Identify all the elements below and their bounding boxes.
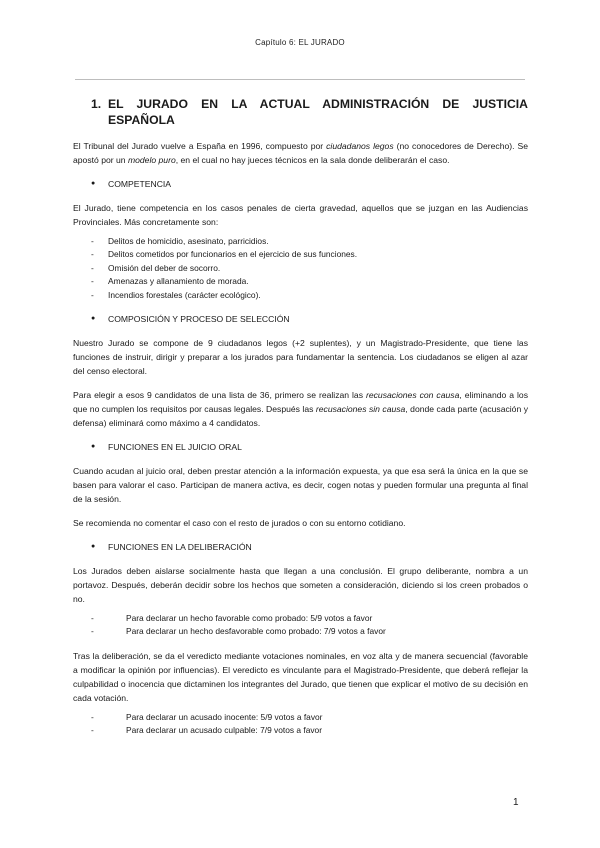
heading-deliberacion-text: FUNCIONES EN LA DELIBERACIÓN	[108, 542, 252, 553]
bullet-icon: ●	[91, 315, 96, 323]
hechos-votes-list	[73, 612, 528, 639]
bullet-icon: ●	[91, 443, 96, 451]
intro-text-c: (no conocedores de Derecho). Se apostó por un	[73, 141, 528, 165]
heading-competencia-text: COMPETENCIA	[108, 179, 172, 189]
list-item: - Para declarar un acusado inocente: 5/9 votos a favor	[73, 711, 528, 724]
document-body	[73, 96, 528, 748]
heading-competencia	[91, 177, 528, 191]
list-item-text: Delitos de homicidio, asesinato, parricidios.	[108, 236, 269, 246]
deliberacion-paragraph-2: Tras la deliberación, se da el veredicto mediante votaciones nominales, en voz alta y de manera secuencial (favorable a modificar la opinión por influencias). El veredicto es vinculante para el Magistrado-Presidente, que deberá reflejar la culpabilidad o inocencia que dictaminen los integrantes del Jurado, que tienen que explicar el motivo de su decisión en cada votación.	[73, 650, 528, 703]
competencia-paragraph: El Jurado, tiene competencia en los casos penales de cierta gravedad, aquellos que se juzgan en las Audiencias Provinciales. Más concretamente son:	[73, 203, 528, 227]
deliberacion-paragraph-1: Los Jurados deben aislarse socialmente hasta que llegan a una conclusión. El grupo deliberante, nombra a un portavoz. Después, deberán decidir sobre los hechos que someten a consideración, diciendo si los creen probados o no.	[73, 566, 528, 605]
list-item-text: Para declarar un hecho desfavorable como probado: 7/9 votos a favor	[126, 626, 386, 637]
list-item-text: Amenazas y allanamiento de morada.	[108, 276, 249, 287]
composicion-text-a: Para elegir a esos 9 candidatos de una lista de 36, primero se realizan las	[73, 390, 366, 401]
intro-text-e: , en el cual no hay jueces técnicos en la sala donde deliberarán el caso.	[175, 155, 450, 165]
page-header: Capítulo 6: EL JURADO	[255, 38, 345, 47]
heading-juicio-oral-text: FUNCIONES EN EL JUICIO ORAL	[108, 442, 242, 453]
composicion-text-e: , donde cada parte (acusación y defensa) eliminará como máximo a 4 candidatos.	[73, 404, 528, 429]
veredicto-votes-list	[73, 711, 528, 738]
juicio-oral-paragraph-2: Se recomienda no comentar el caso con el resto de jurados o con su entorno cotidiano.	[73, 518, 406, 529]
list-item-text: Para declarar un acusado inocente: 5/9 votos a favor	[126, 711, 323, 722]
emphasis-recusaciones-sin-causa: recusaciones sin causa	[315, 404, 406, 415]
intro-paragraph	[73, 139, 528, 167]
list-item: - Para declarar un acusado culpable: 7/9 votos a favor	[73, 724, 528, 737]
composicion-text-c: , eliminando a los que no cumplen los requisitos por causas legales. Después las	[73, 390, 528, 415]
list-item: - Omisión del deber de socorro.	[73, 262, 528, 275]
heading-juicio-oral	[91, 440, 528, 454]
section-number: 1.	[91, 97, 102, 111]
heading-deliberacion	[91, 540, 528, 554]
list-item: - Amenazas y allanamiento de morada.	[73, 275, 528, 288]
emphasis-recusaciones-con-causa: recusaciones con causa	[365, 390, 460, 401]
section-title-text: EL JURADO EN LA ACTUAL ADMINISTRACIÓN DE JUSTICIA ESPAÑOLA	[108, 97, 528, 127]
header-divider	[75, 79, 525, 80]
page-number: 1	[513, 797, 519, 808]
intro-emphasis-modelo: modelo puro	[127, 155, 176, 165]
section-title	[91, 96, 528, 128]
list-item-text: Omisión del deber de socorro.	[108, 262, 221, 273]
heading-composicion-text: COMPOSICIÓN Y PROCESO DE SELECCIÓN	[108, 314, 290, 325]
bullet-icon: ●	[91, 180, 96, 187]
heading-composicion	[91, 312, 528, 326]
list-item: - Delitos de homicidio, asesinato, parricidios.	[73, 235, 528, 248]
list-item-text: Para declarar un acusado culpable: 7/9 votos a favor	[126, 725, 323, 736]
list-item-text: Para declarar un hecho favorable como probado: 5/9 votos a favor	[126, 613, 373, 624]
list-item: - Para declarar un hecho favorable como probado: 5/9 votos a favor	[73, 612, 528, 625]
list-item-text: Incendios forestales (carácter ecológico).	[108, 289, 261, 300]
juicio-oral-paragraph-1: Cuando acudan al juicio oral, deben prestar atención a la información expuesta, ya que esa será la única en la que se basen para valorar el caso. Participan de manera activa, es decir, cogen notas y pueden formular una pregunta al final de la sesión.	[73, 466, 528, 505]
competencia-list	[73, 235, 528, 302]
list-item-text: Delitos cometidos por funcionarios en el ejercicio de sus funciones.	[108, 249, 358, 260]
intro-emphasis-legos: ciudadanos legos	[326, 141, 394, 151]
intro-text-a: El Tribunal del Jurado vuelve a España en 1996, compuesto por	[73, 141, 327, 151]
list-item: - Delitos cometidos por funcionarios en el ejercicio de sus funciones.	[73, 248, 528, 261]
list-item: - Incendios forestales (carácter ecológico).	[73, 289, 528, 302]
composicion-paragraph-1: Nuestro Jurado se compone de 9 ciudadanos legos (+2 suplentes), y un Magistrado-Presidente, que tiene las funciones de instruir, dirigir y preparar a los jurados para fundamentar la sentencia. Los ciudadanos se eligen al azar del censo electoral.	[73, 338, 528, 377]
list-item: - Para declarar un hecho desfavorable como probado: 7/9 votos a favor	[73, 625, 528, 638]
composicion-paragraph-2	[73, 388, 528, 430]
bullet-icon: ●	[91, 543, 96, 551]
